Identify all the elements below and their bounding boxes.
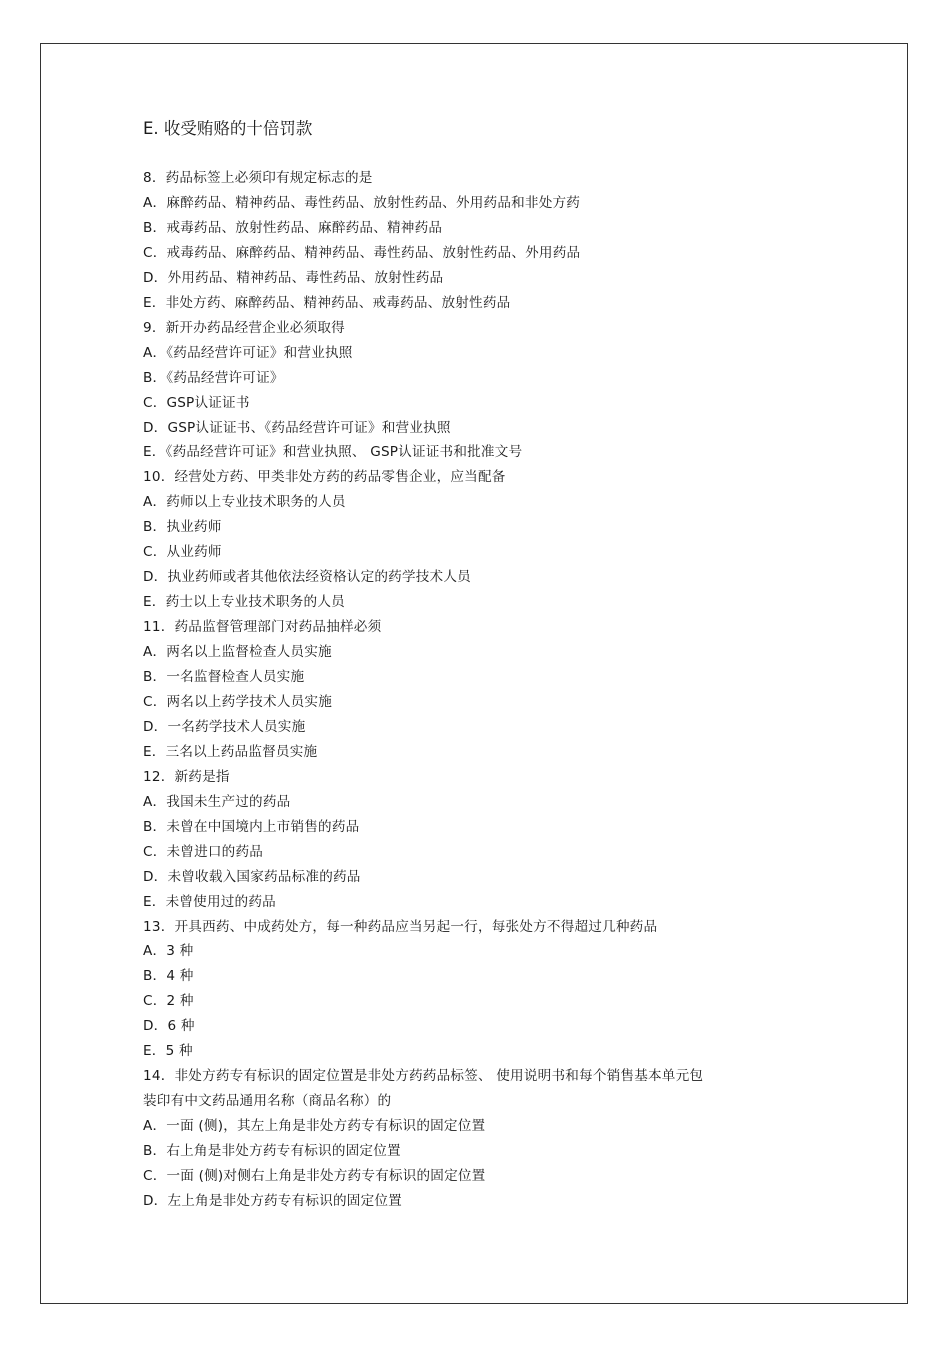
question-text: 10．经营处方药、甲类非处方药的药品零售企业，应当配备 <box>143 469 506 486</box>
answer-option: A．麻醉药品、精神药品、毒性药品、放射性药品、外用药品和非处方药 <box>143 194 581 211</box>
answer-option: C．一面 (侧)对侧右上角是非处方药专有标识的固定位置 <box>143 1168 486 1184</box>
answer-option: B．右上角是非处方药专有标识的固定位置 <box>143 1143 401 1159</box>
answer-option: E．5 种 <box>143 1043 193 1060</box>
answer-option: C．两名以上药学技术人员实施 <box>143 693 333 710</box>
question-text: 11．药品监督管理部门对药品抽样必须 <box>143 619 382 636</box>
answer-option: D．左上角是非处方药专有标识的固定位置 <box>143 1192 402 1209</box>
question-text: 9．新开办药品经营企业必须取得 <box>143 319 345 336</box>
answer-option: B．一名监督检查人员实施 <box>143 669 305 685</box>
answer-option: E．《药品经营许可证》和营业执照、 GSP认证证书和批准文号 <box>143 444 523 461</box>
answer-option: D．GSP认证证书、《药品经营许可证》和营业执照 <box>143 419 451 436</box>
answer-option: C．戒毒药品、麻醉药品、精神药品、毒性药品、放射性药品、外用药品 <box>143 244 581 261</box>
question-text: 13．开具西药、中成药处方，每一种药品应当另起一行，每张处方不得超过几种药品 <box>143 918 658 935</box>
answer-option: D．未曾收载入国家药品标准的药品 <box>143 868 361 885</box>
answer-option: A．两名以上监督检查人员实施 <box>143 644 332 660</box>
answer-option: D．6 种 <box>143 1018 195 1035</box>
answer-option: E．药士以上专业技术职务的人员 <box>143 594 345 611</box>
question-text: 8．药品标签上必须印有规定标志的是 <box>143 170 373 186</box>
answer-option: C．未曾进口的药品 <box>143 843 264 860</box>
answer-option: C．2 种 <box>143 993 194 1010</box>
answer-option: B．《药品经营许可证》 <box>143 369 284 386</box>
question-text: 14．非处方药专有标识的固定位置是非处方药药品标签、 使用说明书和每个销售基本单元包 <box>143 1068 704 1085</box>
answer-option: E．未曾使用过的药品 <box>143 893 276 910</box>
question-text: 装印有中文药品通用名称（商品名称）的 <box>143 1093 392 1110</box>
answer-option: D．外用药品、精神药品、毒性药品、放射性药品 <box>143 269 444 286</box>
answer-option: A．一面 (侧)，其左上角是非处方药专有标识的固定位置 <box>143 1118 486 1135</box>
answer-option: C．从业药师 <box>143 544 222 561</box>
answer-option: C．GSP认证证书 <box>143 394 250 411</box>
answer-option: B．执业药师 <box>143 519 222 536</box>
answer-option: A．《药品经营许可证》和营业执照 <box>143 344 353 361</box>
answer-option: B．戒毒药品、放射性药品、麻醉药品、精神药品 <box>143 219 443 236</box>
option-heading: E. 收受贿赂的十倍罚款 <box>143 119 313 138</box>
answer-option: D．执业药师或者其他依法经资格认定的药学技术人员 <box>143 569 471 586</box>
answer-option: B．4 种 <box>143 968 194 985</box>
answer-option: A．药师以上专业技术职务的人员 <box>143 494 346 511</box>
answer-option: E．非处方药、麻醉药品、精神药品、戒毒药品、放射性药品 <box>143 294 511 311</box>
question-text: 12．新药是指 <box>143 768 230 785</box>
answer-option: B．未曾在中国境内上市销售的药品 <box>143 818 360 835</box>
answer-option: A．3 种 <box>143 943 194 960</box>
answer-option: A．我国未生产过的药品 <box>143 793 291 810</box>
answer-option: E．三名以上药品监督员实施 <box>143 743 318 760</box>
answer-option: D．一名药学技术人员实施 <box>143 718 306 735</box>
